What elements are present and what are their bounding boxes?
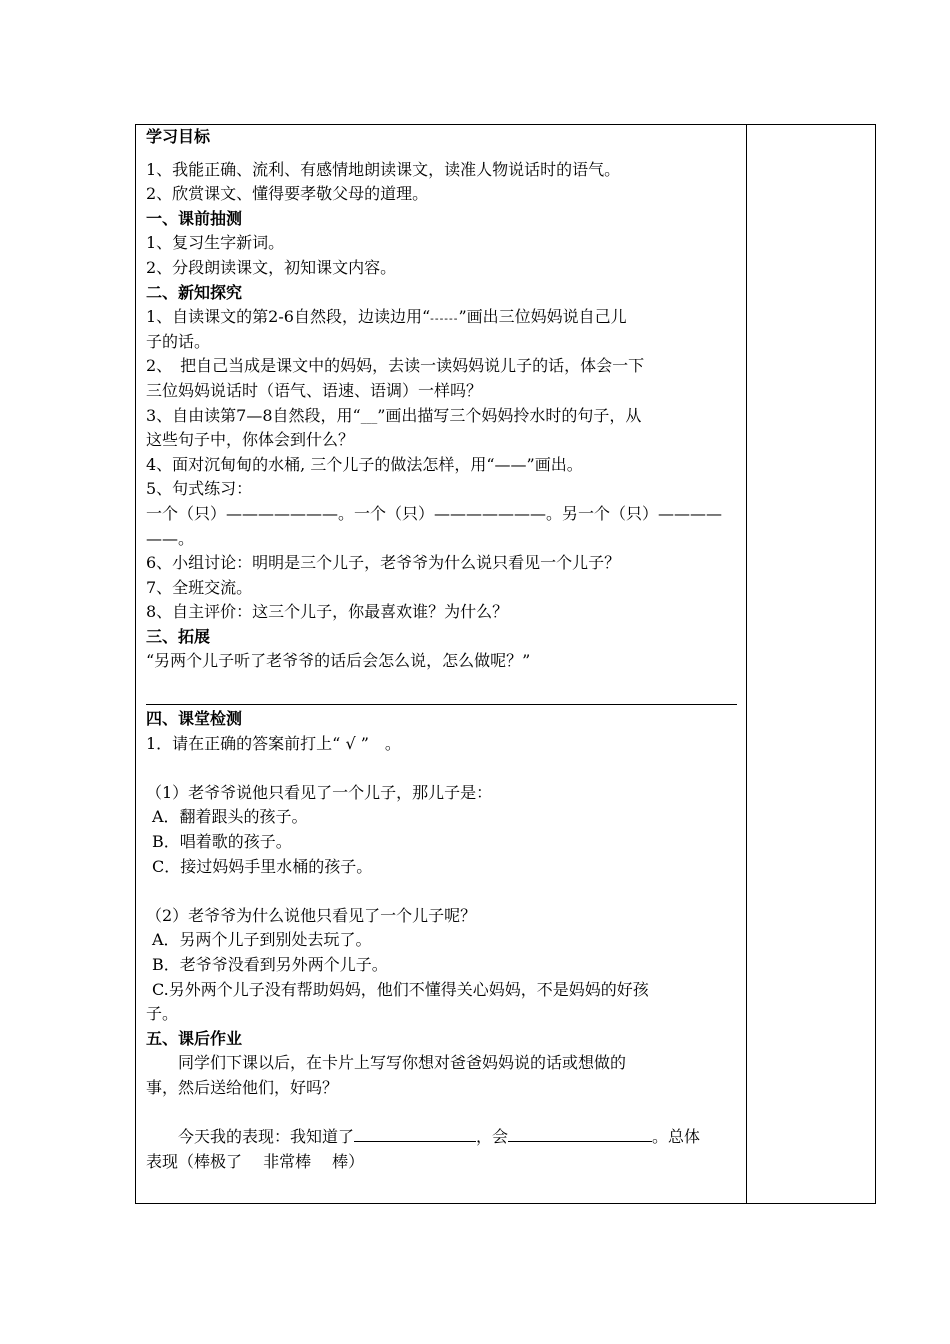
item-text: ——。 [146,528,195,548]
column-divider [746,125,747,1203]
question-1-2: （2）老爷爷为什么说他只看见了一个儿子呢？ [146,905,477,925]
text-part: 1、自读课文的第2-6自然段，边读边用“ [146,307,431,327]
item-text: 子的话。 [146,331,211,351]
item-text: 三位妈妈说话时（语气、语速、语调）一样吗？ [146,380,483,400]
question-1: 1．请在正确的答案前打上“ √ ” 。 [146,733,401,753]
item-text: 5、句式练习： [146,479,253,499]
section-1-heading: 一、课前抽测 [146,208,243,228]
text-part: ”画出描写三个妈妈拎水时的句子，从 [377,405,642,425]
goal-1: 1、我能正确、流利、有感情地朗读课文，读准人物说话时的语气。 [146,159,621,179]
text-part: ，会 [476,1127,509,1147]
option-a: A．另两个儿子到别处去玩了。 [152,930,372,950]
homework-text: 同学们下课以后，在卡片上写写你想对爸爸妈妈说的话或想做的 [178,1053,627,1073]
item-text: 这些句子中，你体会到什么？ [146,430,355,450]
lesson-table [135,124,876,1204]
learning-goals-heading: 学习目标 [146,127,211,146]
text-part: 。总体 [652,1127,701,1147]
section-3-heading: 三、拓展 [146,626,211,646]
section-4-heading: 四、课堂检测 [146,709,243,728]
item-text [146,404,740,429]
item-text: 4、面对沉甸甸的水桶, 三个儿子的做法怎样，用“——”画出。 [146,454,583,474]
underline-mark: ___ [360,410,378,424]
text-part: ”画出三位妈妈说自己儿 [458,307,627,327]
section-5-heading: 五、课后作业 [146,1028,243,1048]
option-c-cont: 子。 [146,1004,179,1024]
option-a: A．翻着跟头的孩子。 [152,807,308,827]
fill-blank-can[interactable] [508,1125,652,1142]
fill-blank-know[interactable] [354,1125,476,1142]
text-part: 今天我的表现：我知道了 [178,1127,355,1147]
self-performance [146,1125,740,1150]
top-section [146,125,740,674]
option-c: C.另外两个儿子没有帮助妈妈，他们不懂得关心妈妈，不是妈妈的好孩 [152,979,649,999]
item-text [146,305,740,330]
bottom-section [146,707,740,1174]
option-b: B．老爷爷没看到另外两个儿子。 [152,954,388,974]
overall-performance: 表现（棒极了 非常棒 棒） [146,1151,365,1171]
goal-2: 2、欣赏课文、懂得要孝敬父母的道理。 [146,184,429,204]
item-text: 8、自主评价：这三个儿子，你最喜欢谁？为什么？ [146,602,509,622]
text-part: 3、自由读第7—8自然段，用“ [146,405,361,425]
option-c: C．接过妈妈手里水桶的孩子。 [152,856,373,876]
dash-mark: ------ [430,312,459,326]
item-text: 1、复习生字新词。 [146,233,285,253]
homework-text: 事，然后送给他们，好吗？ [146,1077,339,1097]
item-text: 2、分段朗读课文，初知课文内容。 [146,257,397,277]
item-text: 一个（只）———————。一个（只）———————。另一个（只）———— [146,503,723,523]
section-2-heading: 二、新知探究 [146,282,243,302]
item-text: 6、小组讨论：明明是三个儿子，老爷爷为什么说只看见一个儿子？ [146,553,621,573]
item-text: “另两个儿子听了老爷爷的话后会怎么说，怎么做呢？” [146,651,531,671]
item-text: 2、 把自己当成是课文中的妈妈，去读一读妈妈说儿子的话，体会一下 [146,356,645,376]
item-text: 7、全班交流。 [146,577,253,597]
option-b: B．唱着歌的孩子。 [152,831,292,851]
question-1-1: （1）老爷爷说他只看见了一个儿子，那儿子是： [146,782,493,802]
horizontal-rule [146,704,737,705]
